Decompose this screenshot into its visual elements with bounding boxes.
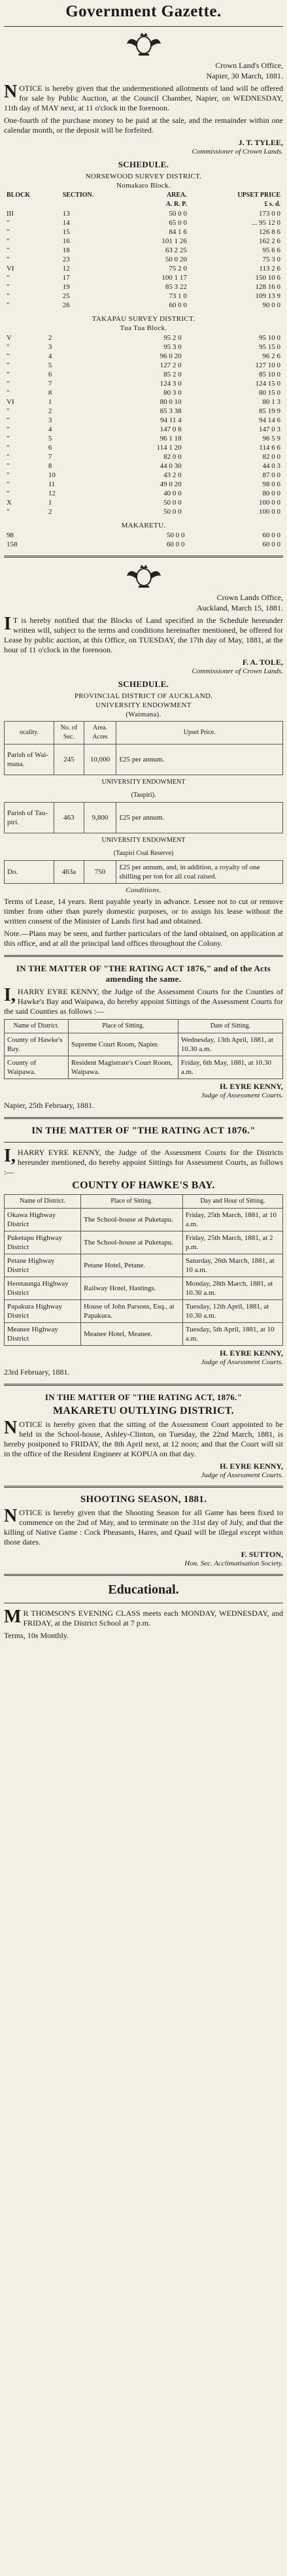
- cell-block: ": [7, 301, 10, 309]
- cell-price: 44 0 3: [262, 462, 280, 470]
- cell-section: 1: [48, 499, 52, 507]
- cell-section: 2: [48, 407, 52, 415]
- cell-place: Supreme Court Room, Napier.: [68, 1033, 178, 1056]
- cell-area: 96 0 20: [160, 352, 182, 360]
- auckland-sub1: PROVINCIAL DISTRICT OF AUCKLAND.: [74, 692, 213, 700]
- cell-district: Puketapu Highway District: [5, 1231, 81, 1254]
- cell-area: 85 3 38: [160, 407, 182, 415]
- cell-block: 98: [7, 531, 14, 539]
- cell-place: Railway Hotel, Hastings.: [81, 1277, 183, 1300]
- cell-area: 80 3 0: [163, 389, 182, 397]
- rating-body: I,HARRY EYRE KENNY, the Judge of the Assessment Courts for the Counties of Hawke's Bay and Waipawa, do hereby appoint Sittings of the Assessment Courts for the said Counties as follows :—: [4, 985, 283, 1016]
- cell-area: 114 1 20: [156, 444, 182, 452]
- col-upset-price: Upset Price.: [116, 722, 283, 744]
- shooting-body: NOTICE is hereby given that the Shooting Season for all Game has been fixed to commence on the 2nd of May, and to terminate on the 31st day of July, and that the killing of Native Game : Cock Pheasants, Hares, and Quail will be illegal except within those dates.: [4, 1506, 283, 1547]
- cell-section: 13: [62, 210, 70, 218]
- cell-section: 3: [48, 343, 52, 351]
- cell-place: Resident Magistrate's Court Room, Waipawa.: [68, 1056, 178, 1079]
- rating-heading: IN THE MATTER OF "THE RATING ACT 1876," and of the Acts amending the same.: [16, 963, 271, 984]
- table-row: [4, 443, 283, 452]
- conditions-heading: Conditions.: [126, 886, 161, 894]
- cell-section: 12: [48, 490, 56, 497]
- cell-district: County of Hawke's Bay.: [5, 1033, 69, 1056]
- cell-area: 50 0 20: [165, 256, 187, 263]
- cell-section: 6: [48, 444, 52, 452]
- cell-price: 124 15 0: [255, 380, 280, 388]
- cell-area: 50 0 0: [169, 210, 187, 218]
- cell-price: 162 2 6: [259, 237, 280, 245]
- auckland-lease-table: ocality. No. of Sec. Area. Acres Upset Price. Parish of Wai-mana. 245 10,000 £25 per annum. UNIVERSITY ENDOWMENT (Taupiri). Parish of Tau-piri. 463 9,800 £25 per annum. UNIVERSITY ENDOWMENT (Taupiri Coal Reserve) Do. 463a 750 £25 per annum, and, in addition, a royalty of one shilling per ton for all coal raised.: [4, 721, 283, 884]
- cell-section: 12: [62, 265, 70, 273]
- cell-district: Meanee Highway District: [5, 1323, 81, 1346]
- table-row: [4, 452, 283, 461]
- cell-block: VI: [7, 265, 14, 273]
- table-row: [4, 301, 283, 310]
- cell-section: 10: [48, 471, 56, 479]
- cell-date: Monday, 28th March, 1881, at 10.30 a.m.: [182, 1277, 282, 1300]
- table-row: [4, 416, 283, 425]
- table-row: [4, 461, 283, 471]
- cell-price: 98 0 6: [262, 480, 280, 488]
- cell-price: 82 0 0: [262, 453, 280, 461]
- table-row: [4, 255, 283, 264]
- shooting-heading: SHOOTING SEASON, 1881.: [80, 1494, 207, 1505]
- cell-block: ": [7, 453, 10, 461]
- cell-block: ": [7, 361, 10, 369]
- table-row: [5, 1033, 283, 1056]
- cell-block: ": [7, 389, 10, 397]
- cell-area: 43 2 0: [163, 471, 182, 479]
- divider: [4, 1574, 283, 1576]
- cell-area: 60 0 0: [167, 541, 185, 548]
- cell-section: 18: [62, 246, 70, 254]
- takapau-district: TAKAPAU SURVEY DISTRICT.: [92, 315, 195, 323]
- educational-body: MR THOMSON'S EVENING CLASS meets each MONDAY, WEDNESDAY, and FRIDAY, at the District School at 7 p.m.: [4, 1607, 283, 1628]
- cell-area: 82 0 0: [163, 453, 182, 461]
- table-row: [5, 1277, 283, 1300]
- table-row: [4, 480, 283, 489]
- table-row: [4, 425, 283, 434]
- auckland-signatory: F. A. TOLE,: [242, 658, 283, 667]
- cell-section: 4: [48, 426, 52, 433]
- cell-block: ": [7, 237, 10, 245]
- royal-crest-icon: [124, 564, 163, 589]
- cell-district: Papakura Highway District: [5, 1300, 81, 1323]
- rating2-county: COUNTY OF HAWKE'S BAY.: [72, 1180, 215, 1191]
- cell-area: 80 0 10: [160, 398, 182, 406]
- notice-body: NOTICE is hereby given that the undermentioned allotments of land will be offered for sale by Public Auction, at the Council Chamber, Napier, on WEDNESDAY, 11th day of MAY next, at 11 o'clock in the forenoon.: [4, 82, 283, 112]
- table-row: [5, 1209, 283, 1231]
- rating2-signatory-title: Judge of Assessment Courts.: [201, 1358, 283, 1366]
- cell-district: Okawa Highway District: [5, 1209, 81, 1231]
- cell-price: 94 14 6: [259, 416, 280, 424]
- divider: [4, 1486, 283, 1488]
- auckland-body: IT is hereby notified that the Blocks of Land specified in the Schedule hereunder written will, subject to the terms and conditions hereinafter mentioned, be offered for Lease by public auction, at this Office, on TUESDAY, the 17th day of May, 1881, at the hour of 11 o'clock in the forenoon.: [4, 614, 283, 654]
- cell-area: 96 1 18: [160, 435, 182, 443]
- cell-place: The School-house at Puketapu.: [81, 1231, 183, 1254]
- cell-block: ": [7, 407, 10, 415]
- cell-price: 75 3 0: [262, 256, 280, 263]
- cell-area: 94 11 4: [160, 416, 182, 424]
- cell-price: ... 95 12 0: [252, 219, 280, 227]
- cell-section: [70, 540, 92, 549]
- table-row: [4, 264, 283, 273]
- col-area: Area. Acres: [84, 722, 116, 744]
- cell-district: County of Waipawa.: [5, 1056, 69, 1079]
- cell-price: 173 0 0: [259, 210, 280, 218]
- table-row: [4, 370, 283, 379]
- col-block: BLOCK: [7, 192, 31, 199]
- cell-section: 7: [48, 453, 52, 461]
- rating-signatory-title: Judge of Assessment Courts.: [201, 1092, 283, 1099]
- cell-price: 113 2 6: [259, 265, 280, 273]
- cell-date: Saturday, 26th March, 1881, at 10 a.m.: [182, 1254, 282, 1277]
- auckland-sub3: (Waimana).: [126, 711, 161, 718]
- makaretu-heading1: IN THE MATTER OF "THE RATING ACT, 1876.": [44, 1392, 243, 1402]
- makaretu-heading2: MAKARETU OUTLYING DISTRICT.: [52, 1405, 235, 1416]
- col-locality: ocality.: [5, 722, 54, 744]
- auckland-date: Auckland, March 15, 1881.: [197, 603, 283, 612]
- cell-price: 96 2 6: [262, 352, 280, 360]
- divider: [4, 1384, 283, 1386]
- cell-area: 147 0 8: [160, 426, 182, 433]
- educational-heading: Educational.: [108, 1582, 179, 1597]
- cell-area: 50 0 0: [167, 531, 185, 539]
- table-row: [4, 388, 283, 397]
- cell-section: 7: [48, 380, 52, 388]
- table-row: [4, 282, 283, 292]
- cell-block: ": [7, 228, 10, 236]
- cell-block: ": [7, 471, 10, 479]
- notice-date: Napier, 30 March, 1881.: [206, 71, 283, 80]
- cell-section: 5: [48, 361, 52, 369]
- cell-price: 80 0 0: [262, 490, 280, 497]
- shooting-signatory: F. SUTTON,: [241, 1550, 283, 1559]
- cell-block: ": [7, 292, 10, 300]
- col-price-units: £ s. d.: [264, 201, 280, 208]
- divider: [4, 26, 283, 27]
- cell-section: 14: [62, 219, 70, 227]
- cell-district: Heretaunga Highway District: [5, 1277, 81, 1300]
- cell-area: 127 2 0: [160, 361, 182, 369]
- cell-block: ": [7, 416, 10, 424]
- cell-section: 26: [62, 301, 70, 309]
- table-row: [4, 343, 283, 352]
- cell-price: 109 13 9: [255, 292, 280, 300]
- cell-area: 124 3 0: [160, 380, 182, 388]
- table-row: [4, 237, 283, 246]
- cell-section: 19: [62, 283, 70, 291]
- notice-signatory-title: Commissioner of Crown Lands.: [192, 148, 283, 156]
- cell-section: 8: [48, 462, 52, 470]
- cell-section: 25: [62, 292, 70, 300]
- rating2-signatory: H. EYRE KENNY,: [220, 1348, 283, 1358]
- divider: [4, 556, 283, 558]
- cell-area: 85 2 0: [163, 371, 182, 378]
- rating2-sittings-table: Name of District. Place of Sitting. Day and Hour of Sitting. Okawa Highway District The School-house at Puketapu. Friday, 25th March, 1881, at 10 a.m. Puketapu Highway District The School-house at Puketapu. Friday, 25th March, 1881, at 2 p.m. Petane Highway District Petane Hotel, Petane. Saturday, 26th March, 1881, at 10 a.m. Heretaunga Highway District Railway Hotel, Hastings. Monday, 28th March, 1881, at 10.30 a.m. Papakura Highway District House of John Parsons, Esq., at Papakura. Tuesday, 12th April, 1881, at 10.30 a.m. Meanee Highway District Meanee Hotel, Meanee. Tuesday, 5th April, 1881, at 10 a.m.: [4, 1194, 283, 1346]
- rating-date: Napier, 25th February, 1881.: [4, 1101, 95, 1110]
- table-row: [4, 407, 283, 416]
- cell-price: 60 0 0: [262, 531, 280, 539]
- cell-area: 63 2 25: [165, 246, 187, 254]
- auckland-office: Crown Lands Office,: [216, 593, 283, 602]
- cell-price: 80 1 3: [262, 398, 280, 406]
- cell-section: 1: [48, 398, 52, 406]
- shooting-signatory-title: Hon. Sec. Acclimatisation Society.: [184, 1560, 283, 1567]
- cell-price: 114 6 6: [259, 444, 280, 452]
- auckland-schedule-heading: SCHEDULE.: [118, 679, 169, 689]
- cell-area: 95 3 0: [163, 343, 182, 351]
- cell-section: 11: [48, 480, 56, 488]
- cell-block: ": [7, 444, 10, 452]
- cell-block: ": [7, 435, 10, 443]
- cell-area: 44 0 30: [160, 462, 182, 470]
- cell-block: ": [7, 462, 10, 470]
- cell-date: Friday, 6th May, 1881, at 10.30 a.m.: [178, 1056, 282, 1079]
- col-sec: No. of Sec.: [54, 722, 84, 744]
- table-row: [4, 507, 283, 516]
- table-row: [4, 292, 283, 301]
- cell-price: 96 5 9: [262, 435, 280, 443]
- cell-block: ": [7, 508, 10, 516]
- cell-place: Petane Hotel, Petane.: [81, 1254, 183, 1277]
- cell-area: 85 3 22: [165, 283, 187, 291]
- cell-area: 101 1 26: [161, 237, 187, 245]
- cell-section: 6: [48, 371, 52, 378]
- cell-block: X: [7, 499, 12, 507]
- cell-area: 100 1 17: [161, 274, 187, 282]
- cell-price: 90 0 0: [262, 301, 280, 309]
- cell-price: 95 6 6: [262, 246, 280, 254]
- table-row: [4, 489, 283, 498]
- cell-place: Meanee Hotel, Meanee.: [81, 1323, 183, 1346]
- norsewood-district: NORSEWOOD SURVEY DISTRICT.: [85, 173, 202, 180]
- rating2-body: I,HARRY EYRE KENNY, the Judge of the Assessment Courts for the Districts hereunder mentioned, do hereby appoint Sittings for Assessment Courts, as follows :—: [4, 1146, 283, 1177]
- cell-place: The School-house at Puketapu.: [81, 1209, 183, 1231]
- cell-area: 49 0 20: [160, 480, 182, 488]
- col-price: UPSET PRICE: [237, 192, 280, 199]
- table-row: [4, 540, 283, 549]
- cell-block: V: [7, 334, 12, 342]
- auckland-sub2: UNIVERSITY ENDOWMENT: [95, 701, 192, 709]
- table-row: [4, 246, 283, 255]
- table-row: [4, 209, 283, 218]
- cell-block: III: [7, 210, 14, 218]
- cell-block: ": [7, 246, 10, 254]
- cell-block: ": [7, 256, 10, 263]
- table-row: [4, 471, 283, 480]
- makaretu-body: NOTICE is hereby given that the sitting of the Assessment Court appointed to be held in the School-house, Ashley-Clinton, on Tuesday, the 22nd March, 1881, is hereby postponed to FRIDAY, the 8th April next, at 12 noon; and that the Court will sit in the office of the Resident Engineer at KOPUA on that day.: [4, 1418, 283, 1458]
- cell-area: 75 2 0: [169, 265, 187, 273]
- divider: [4, 955, 283, 957]
- makaretu-signatory-title: Judge of Assessment Courts.: [201, 1471, 283, 1479]
- cell-block: 158: [7, 541, 18, 548]
- cell-section: 16: [62, 237, 70, 245]
- cell-place: House of John Parsons, Esq., at Papakura.: [81, 1300, 183, 1323]
- cell-area: 84 1 6: [169, 228, 187, 236]
- rating2-date: 23rd February, 1881.: [4, 1367, 70, 1377]
- makaretu-signatory: H. EYRE KENNY,: [220, 1462, 283, 1471]
- cell-block: ": [7, 352, 10, 360]
- cell-price: 85 10 0: [259, 371, 280, 378]
- cell-block: ": [7, 371, 10, 378]
- gazette-page: [4, 3, 283, 1643]
- makaretu-district: MAKARETU.: [121, 522, 166, 529]
- cell-section: 17: [62, 274, 70, 282]
- col-area: AREA.: [167, 192, 187, 199]
- rating2-heading: IN THE MATTER OF "THE RATING ACT 1876.": [31, 1126, 256, 1136]
- cell-section: 8: [48, 389, 52, 397]
- table-row: [4, 273, 283, 282]
- cell-price: 100 0 0: [259, 508, 280, 516]
- divider: [4, 1117, 283, 1119]
- cell-block: ": [7, 480, 10, 488]
- table-row: [4, 333, 283, 343]
- table-row: Do. 463a 750 £25 per annum, and, in addition, a royalty of one shilling per ton for all coal raised.: [5, 861, 283, 884]
- cell-area: 40 0 0: [163, 490, 182, 497]
- cell-block: ": [7, 283, 10, 291]
- cell-block: ": [7, 490, 10, 497]
- cell-price: 85 19 9: [259, 407, 280, 415]
- auckland-signatory-title: Commissioner of Crown Lands.: [192, 667, 283, 675]
- table-row: [4, 434, 283, 443]
- cell-section: 4: [48, 352, 52, 360]
- table-row: Parish of Tau-piri. 463 9,800 £25 per annum.: [5, 803, 283, 833]
- table-row: [4, 531, 283, 540]
- norsewood-table: [4, 191, 283, 310]
- takapau-table: [4, 333, 283, 516]
- cell-price: 126 8 6: [259, 228, 280, 236]
- cell-area: 73 1 0: [169, 292, 187, 300]
- table-row: [4, 397, 283, 407]
- table-row: [5, 1300, 283, 1323]
- cell-area: 95 2 0: [163, 334, 182, 342]
- cell-price: 128 16 0: [255, 283, 280, 291]
- table-row: [4, 218, 283, 227]
- cell-area: 60 0 0: [169, 301, 187, 309]
- table-row: [4, 379, 283, 388]
- cell-section: 2: [48, 334, 52, 342]
- makaretu-table: [4, 531, 283, 549]
- table-row: [4, 498, 283, 507]
- table-row: Parish of Wai-mana. 245 10,000 £25 per annum.: [5, 744, 283, 775]
- notice-terms: One-fourth of the purchase money to be paid at the sale, and the remainder within one calendar month, or the deposit will be forfeited.: [4, 116, 283, 135]
- takapau-block-name: Tua Tua Block.: [120, 324, 167, 332]
- table-row: [5, 1056, 283, 1079]
- cell-date: Friday, 25th March, 1881, at 10 a.m.: [182, 1209, 282, 1231]
- table-row: [5, 1254, 283, 1277]
- cell-section: [70, 531, 92, 540]
- cell-section: 3: [48, 416, 52, 424]
- cell-price: 150 10 6: [255, 274, 280, 282]
- table-row: [4, 227, 283, 237]
- cell-price: 95 15 0: [259, 343, 280, 351]
- cell-block: ": [7, 380, 10, 388]
- table-row: [5, 1231, 283, 1254]
- col-area-units: A. R. P.: [165, 201, 187, 208]
- table-row: [5, 1323, 283, 1346]
- cell-section: 23: [62, 256, 70, 263]
- gazette-title: Government Gazette.: [65, 3, 222, 20]
- cell-block: ": [7, 274, 10, 282]
- cell-block: VI: [7, 398, 14, 406]
- cell-block: ": [7, 219, 10, 227]
- cell-district: Petane Highway District: [5, 1254, 81, 1277]
- cell-date: Tuesday, 5th April, 1881, at 10 a.m.: [182, 1323, 282, 1346]
- table-row: [4, 352, 283, 361]
- cell-date: Wednesday, 13th April, 1881, at 10.30 a.m.: [178, 1033, 282, 1056]
- col-section: SECTION.: [62, 192, 94, 199]
- cell-price: 147 0 3: [259, 426, 280, 433]
- cell-section: 5: [48, 435, 52, 443]
- cell-area: 65 0 0: [169, 219, 187, 227]
- divider: [4, 1142, 283, 1143]
- cell-price: 100 0 0: [259, 499, 280, 507]
- cell-area: 50 0 0: [163, 499, 182, 507]
- cell-block: ": [7, 343, 10, 351]
- conditions-text: Terms of Lease, 14 years. Rent payable yearly in advance. Lessee not to cut or remove timber from other than purely domestic purposes, or to assign his lease without the written consent of the Minister of Lands first had and obtained.: [4, 897, 283, 926]
- cell-area: 50 0 0: [163, 508, 182, 516]
- cell-date: Friday, 25th March, 1881, at 2 p.m.: [182, 1231, 282, 1254]
- cell-price: 80 15 0: [259, 389, 280, 397]
- cell-section: 2: [48, 508, 52, 516]
- rating-sittings-table: Name of District. Place of Sitting. Date of Sitting. County of Hawke's Bay. Supreme Court Room, Napier. Wednesday, 13th April, 1881, at 10.30 a.m. County of Waipawa. Resident Magistrate's Court Room, Waipawa. Friday, 6th May, 1881, at 10.30 a.m.: [4, 1019, 283, 1079]
- cell-price: 95 10 0: [259, 334, 280, 342]
- cell-price: 87 0 0: [262, 471, 280, 479]
- royal-crest-icon: [124, 32, 163, 57]
- cell-section: 15: [62, 228, 70, 236]
- notice-signatory: J. T. TYLEE,: [238, 138, 283, 147]
- schedule-heading: SCHEDULE.: [118, 159, 169, 169]
- cell-price: 127 10 0: [255, 361, 280, 369]
- educational-terms: Terms, 10s Monthly.: [4, 1631, 69, 1640]
- notice-office: Crown Land's Office,: [215, 61, 283, 70]
- table-row: [4, 361, 283, 370]
- cell-price: 60 0 0: [262, 541, 280, 548]
- conditions-note: Note.—Plans may be seen, and further particulars of the land obtained, on application at this office, and at all the principal land offices throughout the Colony.: [4, 929, 283, 948]
- rating-signatory: H. EYRE KENNY,: [220, 1082, 283, 1091]
- cell-block: ": [7, 426, 10, 433]
- norsewood-block-name: Nomakaro Block.: [116, 182, 171, 190]
- cell-date: Tuesday, 12th April, 1881, at 10.30 a.m.: [182, 1300, 282, 1323]
